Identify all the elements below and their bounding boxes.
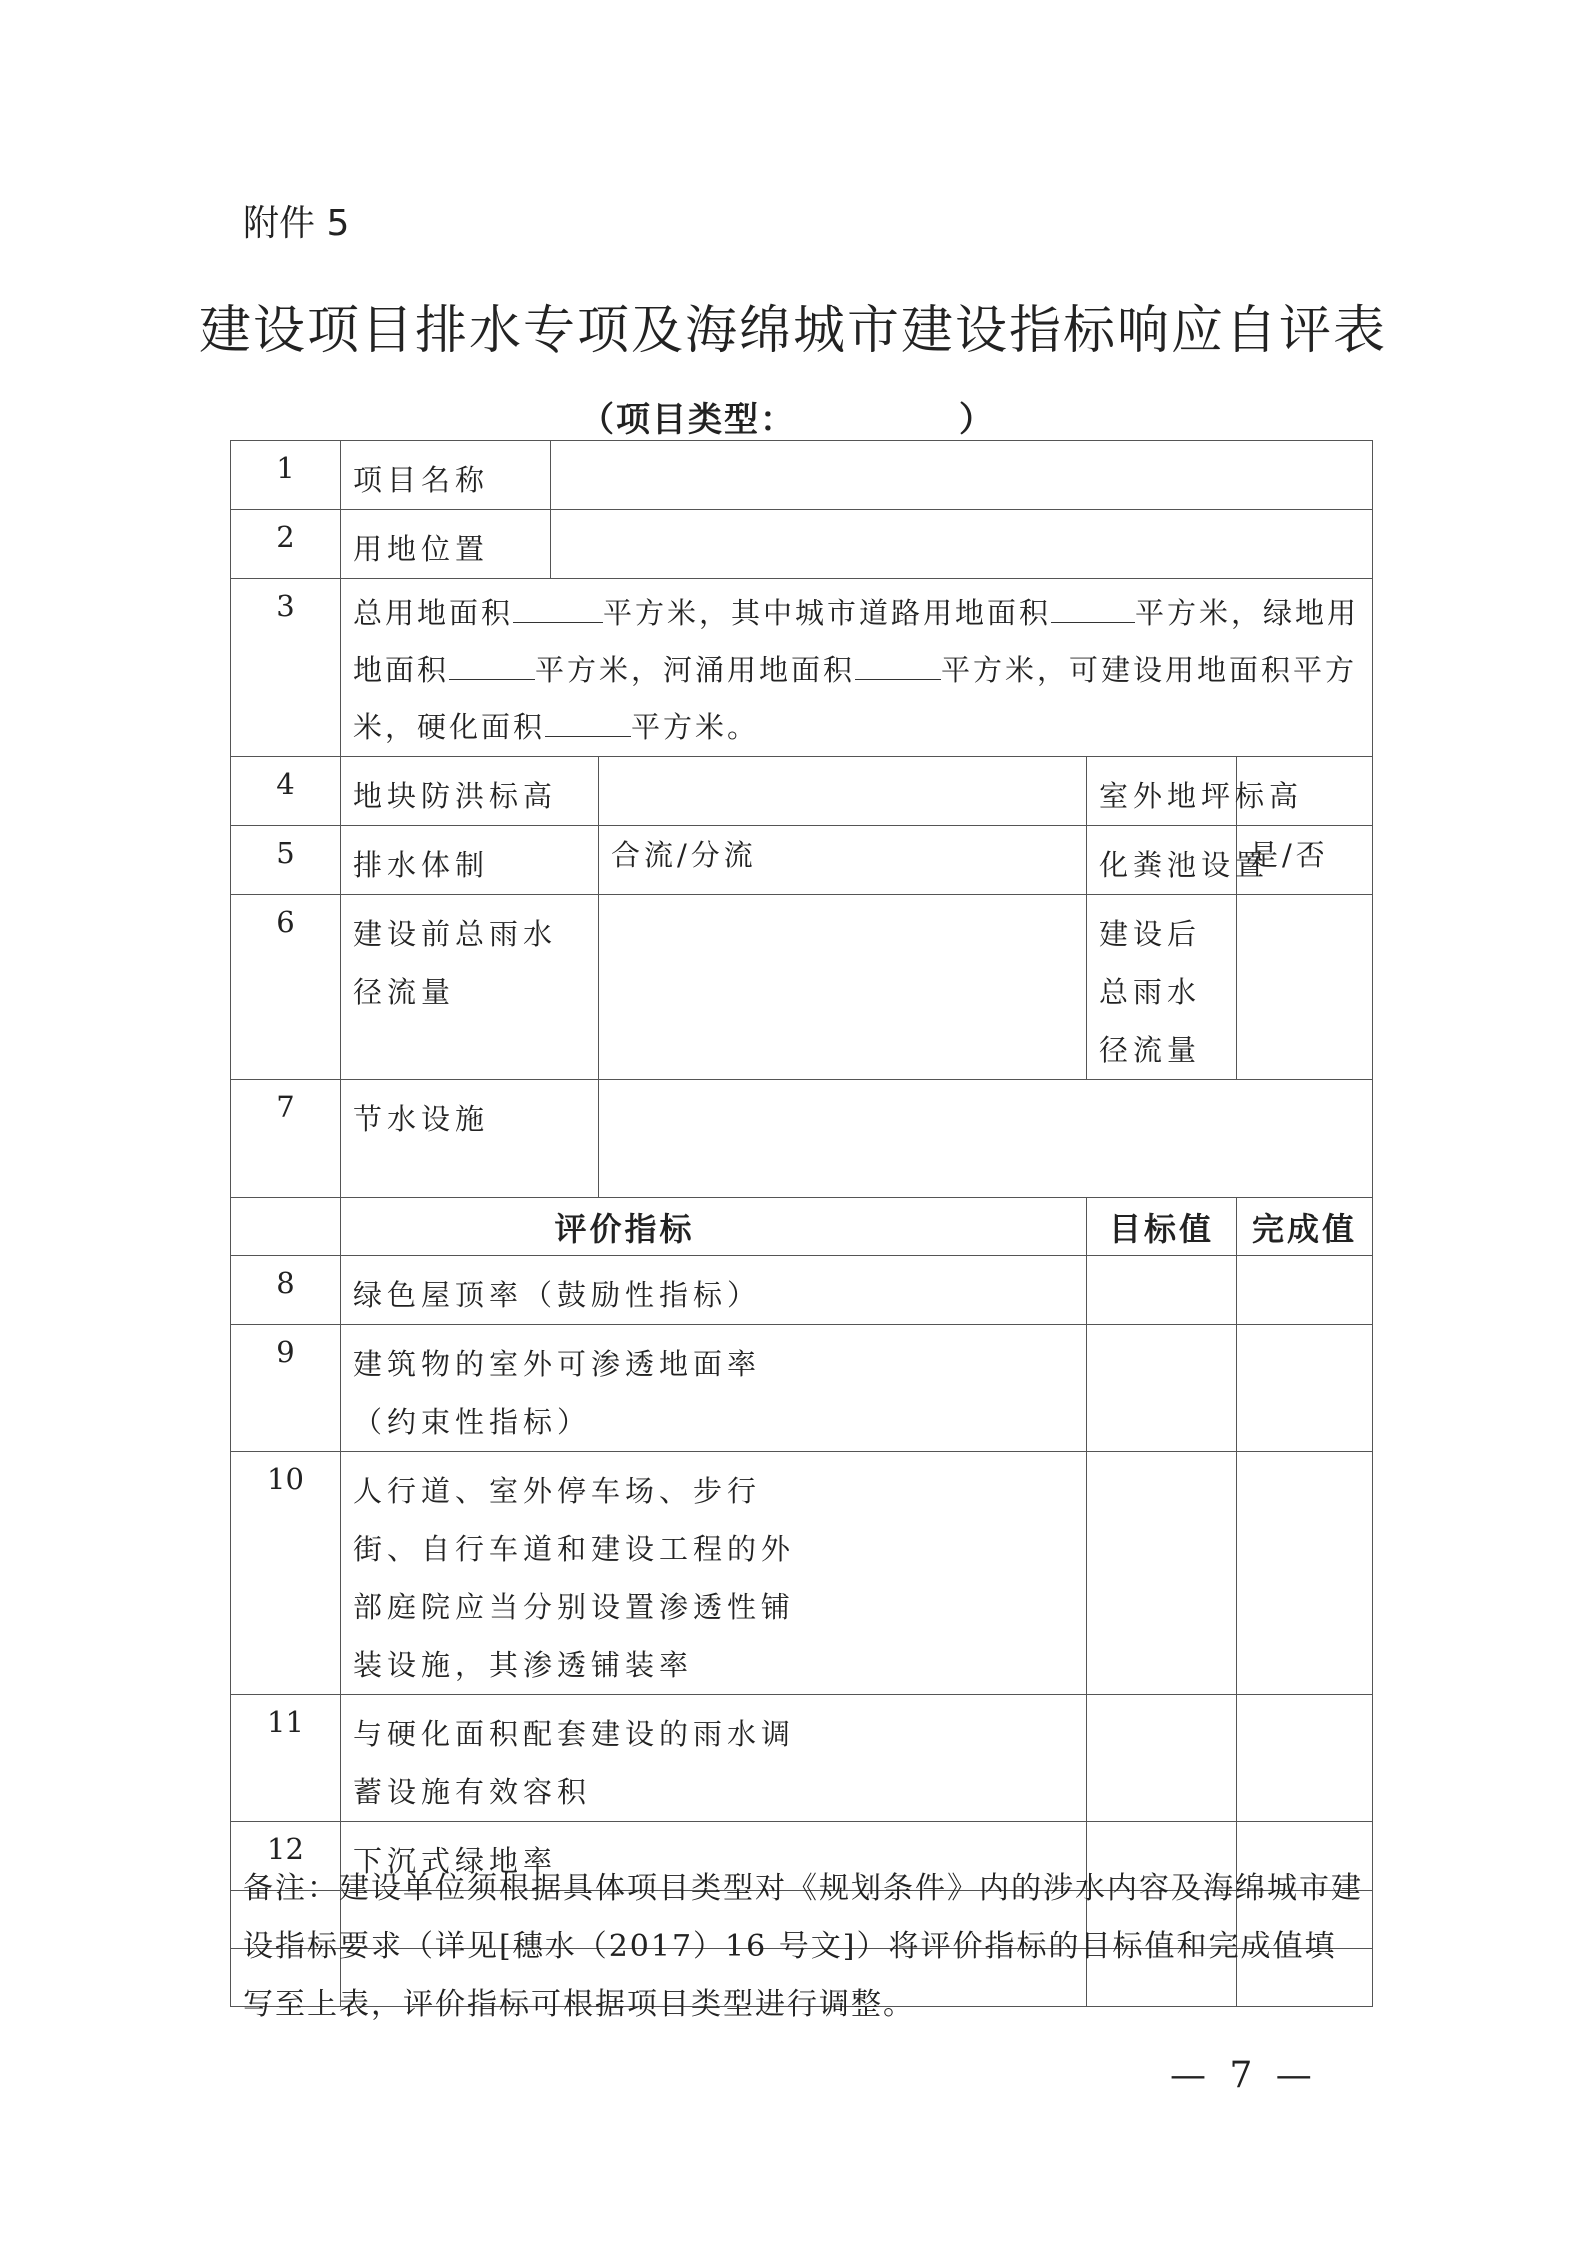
table-row — [231, 510, 1373, 579]
project-type-line: （项目类型： ） — [580, 400, 995, 440]
table-row — [231, 1256, 1373, 1325]
pre-runoff-label: 建设前总雨水径流量 — [341, 895, 599, 1080]
target-field[interactable] — [1087, 1452, 1237, 1695]
table-row — [231, 826, 1373, 895]
completed-field[interactable] — [1237, 1325, 1373, 1452]
table-row — [231, 1695, 1373, 1822]
area-text-2: 平方米，其中城市道路用地面积 — [603, 596, 1052, 630]
eval-header-row — [231, 1198, 1373, 1256]
post-runoff-label: 建设后总雨水径流量 — [1087, 895, 1237, 1080]
table-row — [231, 757, 1373, 826]
blank-road-area[interactable] — [1051, 598, 1135, 623]
header-target: 目标值 — [1087, 1198, 1237, 1256]
area-text-3: 平方米，绿地用地面积 — [353, 596, 1360, 687]
area-text-6: 平方米。 — [631, 710, 760, 744]
completed-field[interactable] — [1237, 1452, 1373, 1695]
header-blank — [231, 1198, 341, 1256]
outdoor-elevation-label: 室外地坪标高 — [1087, 757, 1237, 826]
table-row — [231, 579, 1373, 757]
indicator-text: 与硬化面积配套建设的雨水调蓄设施有效容积 — [341, 1695, 1087, 1822]
row-number: 6 — [231, 895, 341, 1080]
table-row — [231, 895, 1373, 1080]
project-name-field[interactable] — [551, 441, 1373, 510]
row-number: 3 — [231, 579, 341, 757]
flood-elevation-field[interactable] — [599, 757, 1087, 826]
table-row — [231, 1080, 1373, 1198]
row-number: 1 — [231, 441, 341, 510]
land-location-field[interactable] — [551, 510, 1373, 579]
document-title: 建设项目排水专项及海绵城市建设指标响应自评表 — [198, 301, 1387, 361]
row-number: 10 — [231, 1452, 341, 1695]
flood-elevation-label: 地块防洪标高 — [341, 757, 599, 826]
land-location-label: 用地位置 — [341, 510, 551, 579]
row-number: 7 — [231, 1080, 341, 1198]
target-field[interactable] — [1087, 1325, 1237, 1452]
table-row — [231, 1452, 1373, 1695]
target-field[interactable] — [1087, 1695, 1237, 1822]
row-number: 5 — [231, 826, 341, 895]
project-name-label: 项目名称 — [341, 441, 551, 510]
table-row — [231, 441, 1373, 510]
post-runoff-field[interactable] — [1237, 895, 1373, 1080]
area-text-5: 平方米，可建设用地面积平方米，硬化面积 — [353, 653, 1358, 744]
page-number: — 7 — — [1170, 2055, 1318, 2096]
indicator-text: 下沉式绿地率 — [341, 1822, 1087, 1891]
row-number: 2 — [231, 510, 341, 579]
table-row — [231, 1325, 1373, 1452]
indicator-text: 绿色屋顶率（鼓励性指标） — [341, 1256, 1087, 1325]
blank-hardened-area[interactable] — [545, 712, 631, 737]
target-field[interactable] — [1087, 1256, 1237, 1325]
attachment-label: 附件 5 — [243, 203, 350, 244]
indicator-text: 人行道、室外停车场、步行街、自行车道和建设工程的外部庭院应当分别设置渗透性铺装设施，其渗透铺装率 — [341, 1452, 1087, 1695]
indicator-text: 建筑物的室外可渗透地面率（约束性指标） — [341, 1325, 1087, 1452]
header-indicator: 评价指标 — [341, 1198, 1087, 1256]
row-number: 8 — [231, 1256, 341, 1325]
area-text-1: 总用地面积 — [353, 596, 514, 630]
completed-field[interactable] — [1237, 1256, 1373, 1325]
blank-green-area[interactable] — [449, 655, 535, 680]
land-area-cell[interactable] — [341, 579, 1373, 757]
drainage-system-value[interactable]: 合流/分流 — [599, 826, 1087, 895]
drainage-system-label: 排水体制 — [341, 826, 599, 895]
row-number: 12 — [231, 1822, 341, 1891]
blank-river-area[interactable] — [855, 655, 941, 680]
row-number: 11 — [231, 1695, 341, 1822]
row-number: 4 — [231, 757, 341, 826]
water-saving-field[interactable] — [599, 1080, 1373, 1198]
row-number: 9 — [231, 1325, 341, 1452]
header-completed: 完成值 — [1237, 1198, 1373, 1256]
septic-tank-value[interactable]: 是/否 — [1237, 826, 1373, 895]
area-text-4: 平方米，河涌用地面积 — [535, 653, 856, 687]
water-saving-label: 节水设施 — [341, 1080, 599, 1198]
septic-tank-label: 化粪池设置 — [1087, 826, 1237, 895]
pre-runoff-field[interactable] — [599, 895, 1087, 1080]
remarks-note: 备注：建设单位须根据具体项目类型对《规划条件》内的涉水内容及海绵城市建设指标要求（详见[穗水（2017）16 号文]）将评价指标的目标值和完成值填写至上表，评价指标可根据项目类型进行调整。 — [243, 1871, 1363, 2022]
blank-total-area[interactable] — [513, 598, 603, 623]
completed-field[interactable] — [1237, 1695, 1373, 1822]
self-assessment-table — [230, 440, 1373, 2007]
